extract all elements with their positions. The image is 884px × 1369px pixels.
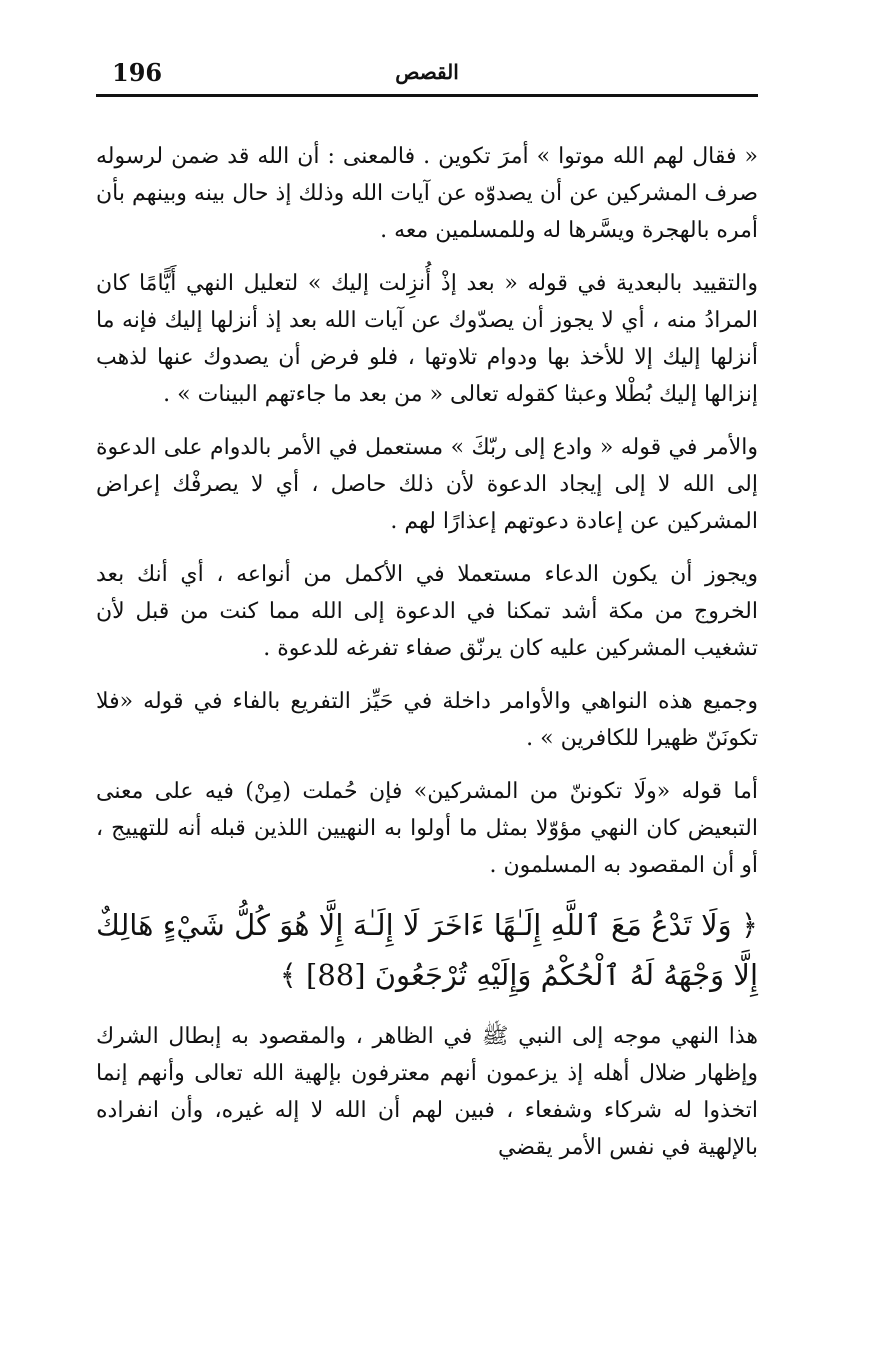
paragraph: والأمر في قوله « وادع إلى ربّكَ » مستعمل في الأمر بالدوام على الدعوة إلى الله لا إلى إيجاد الدعوة لأن ذلك حاصل ، أي لا يصرفْك إعراض المشركين عن إعادة دعوتهم إعذارًا لهم . <box>96 435 758 534</box>
page-header <box>96 54 758 97</box>
paragraph: والتقييد بالبعدية في قوله « بعد إذْ أُنزِلت إليك » لتعليل النهي أَيًّامًا كان المرادُ منه ، أي لا يجوز أن يصدّوك عن آيات الله بعد إذ أنزلها إليك فإنه ما أنزلها إليك إلا للأخذ بها ودوام تلاوتها ، فلو فرض أن يصدوك عنها لذهب إنزالها إليك بُطْلا وعبثا كقوله تعالى « من بعد ما جاءتهم البينات » . <box>96 271 758 407</box>
paragraph: وجميع هذه النواهي والأوامر داخلة في حَيِّز التفريع بالفاء في قوله «فلا تكونَنّ ظهيرا للكافرين » . <box>96 689 758 751</box>
page-body <box>96 138 758 1182</box>
paragraph: أما قوله «ولَا تكوننّ من المشركين» فإن حُملت (مِنْ) فيه على معنى التبعيض كان النهي مؤوّلا بمثل ما أولوا به النهيين اللذين قبله أنه للتهييج ، أو أن المقصود به المسلمون . <box>96 779 758 878</box>
running-title: القصص <box>395 60 459 84</box>
page-number: 196 <box>112 58 163 87</box>
paragraph: « فقال لهم الله موتوا » أمرَ تكوين . فالمعنى : أن الله قد ضمن لرسوله صرف المشركين عن أن يصدوّه عن آيات الله وذلك إذ حال بينه وبينهم بأن أمره بالهجرة ويسَّرها له وللمسلمين معه . <box>96 144 758 243</box>
quran-verse: ﴿ وَلَا تَدْعُ مَعَ ٱللَّهِ إِلَـٰهًا ءَاخَرَ لَا إِلَـٰهَ إِلَّا هُوَ كُلُّ شَيْءٍ هَالِكٌ إِلَّا وَجْهَهُ لَهُ ٱلْحُكْمُ وَإِلَيْهِ تُرْجَعُونَ [88] ﴾ <box>96 908 758 992</box>
paragraph: هذا النهي موجه إلى النبي ﷺ في الظاهر ، والمقصود به إبطال الشرك وإظهار ضلال أهله إذ يزعمون أنهم معترفون بإلهية الله تعالى وأنهم إنما اتخذوا له شركاء وشفعاء ، فبين لهم أن الله لا إله غيره، وأن انفراده بالإلهية في نفس الأمر يقضي <box>96 1024 758 1160</box>
paragraph: ويجوز أن يكون الدعاء مستعملا في الأكمل من أنواعه ، أي أنك بعد الخروج من مكة أشد تمكنا في الدعوة إلى الله مما كنت من قبل لأن تشغيب المشركين عليه كان يرنّق صفاء تفرغه للدعوة . <box>96 562 758 661</box>
